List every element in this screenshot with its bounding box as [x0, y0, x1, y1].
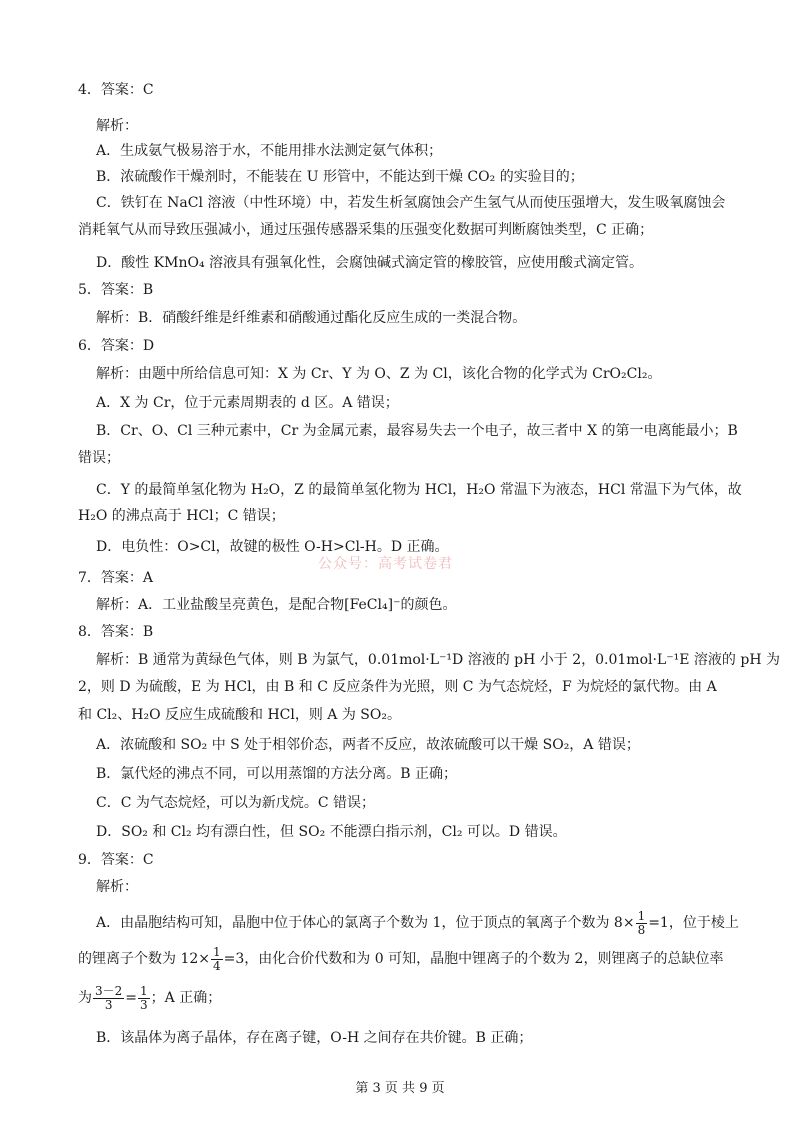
q4-option-c-line1: C．铁钉在 NaCl 溶液（中性环境）中，若发生析氢腐蚀会产生氢气从而使压强增大，发生吸氧腐蚀会 [96, 195, 726, 211]
fraction-numerator: 1 [140, 983, 148, 998]
q8-option-b: B．氯代烃的沸点不同，可以用蒸馏的方法分离。B 正确； [96, 766, 458, 782]
q9-a-line1-text: A．由晶胞结构可知，晶胞中位于体心的氯离子个数为 1，位于顶点的氧离子个数为 8× [96, 915, 635, 931]
q4-option-c-line2: 消耗氧气从而导致压强减小，通过压强传感器采集的压强变化数据可判断腐蚀类型，C 正确； [78, 222, 654, 238]
q6-option-b-line1: B．Cr、O、Cl 三种元素中，Cr 为金属元素，最容易失去一个电子，故三者中 X 的第一电离能最小；B [96, 423, 738, 439]
q6-option-a: A．X 为 Cr，位于元素周期表的 d 区。A 错误； [96, 395, 399, 411]
q4-answer: 4．答案：C [78, 82, 154, 98]
page-footer: 第 3 页 共 9 页 [355, 1081, 445, 1096]
q8-analysis-line1: 解析：B 通常为黄绿色气体，则 B 为氯气，0.01mol·L⁻¹D 溶液的 pH 小于 2，0.01mol·L⁻¹E 溶液的 pH 为 [96, 652, 780, 668]
q8-option-c: C．C 为气态烷烃，可以为新戊烷。C 错误； [96, 795, 376, 811]
q9-option-a-line2 [78, 944, 723, 974]
fraction-one-third [138, 985, 150, 1012]
q9-a-line3-text: 为 [78, 990, 92, 1006]
q4-option-d: D．酸性 KMnO₄ 溶液具有强氧化性，会腐蚀碱式滴定管的橡胶管，应使用酸式滴定管。 [96, 255, 644, 271]
q5-analysis: 解析：B．硝酸纤维是纤维素和硝酸通过酯化反应生成的一类混合物。 [96, 310, 527, 326]
fraction-denominator: 3 [104, 997, 113, 1012]
q7-answer: 7．答案：A [78, 570, 154, 586]
watermark: 公众号：高考试卷君 [318, 556, 453, 572]
q6-answer: 6．答案：D [78, 338, 155, 354]
fraction-one-quarter [211, 946, 223, 973]
q9-a-line2-tail: =3，由化合价代数和为 0 可知，晶胞中锂离子的个数为 2，则锂离子的总缺位率 [223, 951, 724, 967]
fraction-denominator: 4 [213, 958, 221, 973]
q9-answer: 9．答案：C [78, 852, 154, 868]
fraction-one-eighth [636, 910, 648, 937]
q9-option-a-line3 [78, 983, 221, 1013]
q9-a-line1-tail: =1，位于棱上 [648, 915, 739, 931]
q8-option-d: D．SO₂ 和 Cl₂ 均有漂白性，但 SO₂ 不能漂白指示剂，Cl₂ 可以。D 错误。 [96, 824, 567, 840]
q9-option-a-line1 [96, 908, 739, 938]
q9-a-line2-text: 的锂离子个数为 12× [78, 951, 210, 967]
q9-option-b: B．该晶体为离子晶体，存在离子键，O-H 之间存在共价键。B 正确； [96, 1030, 533, 1046]
q4-option-a: A．生成氨气极易溶于水，不能用排水法测定氨气体积； [96, 143, 443, 159]
q6-option-d: D．电负性：O>Cl，故键的极性 O-H>Cl-H。D 正确。 [96, 539, 449, 555]
q4-analysis-label: 解析： [96, 118, 138, 134]
q6-option-c-line1: C．Y 的最简单氢化物为 H₂O，Z 的最简单氢化物为 HCl，H₂O 常温下为液态，HCl 常温下为气体，故 [96, 482, 742, 498]
q4-option-b: B．浓硫酸作干燥剂时，不能装在 U 形管中，不能达到干燥 CO₂ 的实验目的； [96, 169, 584, 185]
fraction-numerator: 3－2 [95, 983, 123, 998]
q7-analysis: 解析：A．工业盐酸呈亮黄色，是配合物[FeCl₄]⁻的颜色。 [96, 597, 457, 613]
q8-analysis-line3: 和 Cl₂、H₂O 反应生成硫酸和 HCl，则 A 为 SO₂。 [78, 707, 401, 723]
q6-analysis: 解析：由题中所给信息可知：X 为 Cr、Y 为 O、Z 为 Cl，该化合物的化学式为 CrO₂Cl₂。 [96, 366, 662, 382]
q8-answer: 8．答案：B [78, 624, 154, 640]
q5-answer: 5．答案：B [78, 282, 154, 298]
fraction-vacancy [93, 985, 124, 1012]
q9-analysis-label: 解析： [96, 879, 138, 895]
fraction-numerator: 1 [637, 908, 646, 923]
q8-analysis-line2: 2，则 D 为硫酸，E 为 HCl，由 B 和 C 反应条件为光照，则 C 为气态烷烃，F 为烷烃的氯代物。由 A [78, 679, 717, 695]
equals-sign: = [125, 990, 138, 1006]
fraction-denominator: 8 [637, 922, 646, 937]
q9-a-line3-tail: ；A 正确； [150, 990, 222, 1006]
fraction-numerator: 1 [213, 944, 221, 959]
q8-option-a: A．浓硫酸和 SO₂ 中 S 处于相邻价态，两者不反应，故浓硫酸可以干燥 SO₂，A 错误； [96, 737, 640, 753]
q6-option-b-line2: 错误； [78, 450, 120, 466]
fraction-denominator: 3 [140, 997, 148, 1012]
q6-option-c-line2: H₂O 的沸点高于 HCl；C 错误； [78, 508, 285, 524]
